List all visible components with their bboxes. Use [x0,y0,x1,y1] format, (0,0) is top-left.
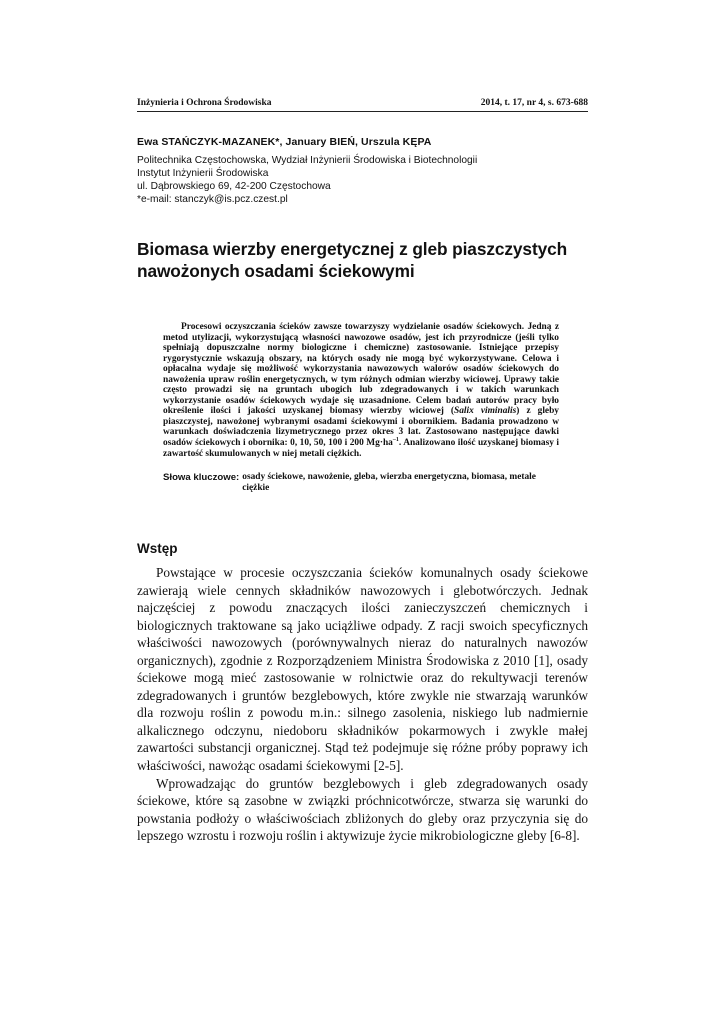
header-divider [137,111,588,112]
title-line-2: nawożonych osadami ściekowymi [137,261,415,281]
affiliation-email: *e-mail: stanczyk@is.pcz.czest.pl [137,194,288,205]
abstract [163,322,559,459]
abstract-species-name: Salix viminalis [454,406,517,417]
citation-info: 2014, t. 17, nr 4, s. 673-688 [480,98,588,108]
keywords-label: Słowa kluczowe: [163,472,240,483]
author-list: Ewa STAŃCZYK-MAZANEK*, January BIEŃ, Urszula KĘPA [137,136,432,148]
running-header [137,98,588,108]
keywords-block [163,472,559,494]
affiliation-university: Politechnika Częstochowska, Wydział Inżynierii Środowiska i Biotechnologii [137,155,478,166]
abstract-text-1: Procesowi oczyszczania ścieków zawsze towarzyszy wydzielanie osadów ściekowych. Jedną z metod utylizacji, wykorzystującą własności nawozowe osadów, jest ich przyrodnicze (jeśli tylko spełniają dopuszczalne normy biologiczne i chemiczne) zastosowanie. Istniejące przepisy rygorystycznie wskazują obszary, na których osady nie mogą być wykorzystywane. Celowa i opłacalna wydaje się możliwość wykorzystania nawozowych walorów osadów ściekowych do nawożenia upraw roślin energetycznych, w tym różnych odmian wierzby wiciowej. Uprawy takie często prowadzi się na gruntach ubogich lub zdegradowanych i w takich warunkach wykorzystanie osadów ściekowych wydaje się uzasadnione. Celem badań autorów pracy było określenie ilości i jakości uzyskanej biomasy wierzby wiciowej ( [163,322,559,417]
keywords-text: osady ściekowe, nawożenie, gleba, wierzba energetyczna, biomasa, metale ciężkie [242,472,536,493]
section-heading: Wstęp [137,541,178,556]
title-line-1: Biomasa wierzby energetycznej z gleb piaszczystych [137,239,568,259]
abstract-text-3: . Analizowano ilość uzyskanej biomasy i zawartość skumulowanych w niej metali ciężkich. [163,438,559,459]
paper-title [137,238,588,282]
journal-name: Inżynieria i Ochrona Środowiska [137,98,272,108]
affiliation-block [137,154,588,206]
paragraph-2: Wprowadzając do gruntów bezglebowych i gleb zdegradowanych osady ściekowe, które są zasobne w związki próchnicotwórcze, stwarza się warunki do powstania podłoży o właściwościach zbliżonych do gleby oraz przyczynia się do lepszego wzrostu i rozwoju roślin i aktywizuje życie mikrobiologiczne gleby [6-8]. [137,775,588,844]
affiliation-institute: Instytut Inżynierii Środowiska [137,168,269,179]
paragraph-1: Powstające w procesie oczyszczania ścieków komunalnych osady ściekowe zawierają wiele cennych składników nawozowych i glebotwórczych. Jednak najczęściej z powodu znaczących ilości zanieczyszczeń chemicznych i biologicznych traktowane są jako uciążliwe odpady. Z racji swoich specyficznych właściwości nawozowych (porównywalnych nieraz do naturalnych nawozów organicznych), zgodnie z Rozporządzeniem Ministra Środowiska z 2010 [1], osady ściekowe mogą mieć zastosowanie w rolnictwie oraz do rekultywacji terenów zdegradowanych i gruntów bezglebowych, które zwykle nie stwarzają warunków dla rozwoju roślin z powodu m.in.: silnego zasolenia, niskiego lub nadmiernie alkalicznego odczynu, niedoboru składników pokarmowych i zwykle małej zawartości substancji organicznej. Stąd też podejmuje się różne próby poprawy ich właściwości, nawożąc osadami ściekowymi [2-5]. [137,565,588,774]
abstract-text-2: ) z gleby piaszczystej, nawożonej wybranymi osadami ściekowymi i obornikiem. Badania prowadzono w warunkach doświadczenia lizymetrycznego przez okres 3 lat. Zastosowano następujące dawki osadów ściekowych i obornika: 0, 10, 50, 100 i 200 Mg·ha [163,406,559,449]
section-body [137,564,588,845]
abstract-exponent: –1 [392,436,399,443]
affiliation-address: ul. Dąbrowskiego 69, 42-200 Częstochowa [137,181,331,192]
